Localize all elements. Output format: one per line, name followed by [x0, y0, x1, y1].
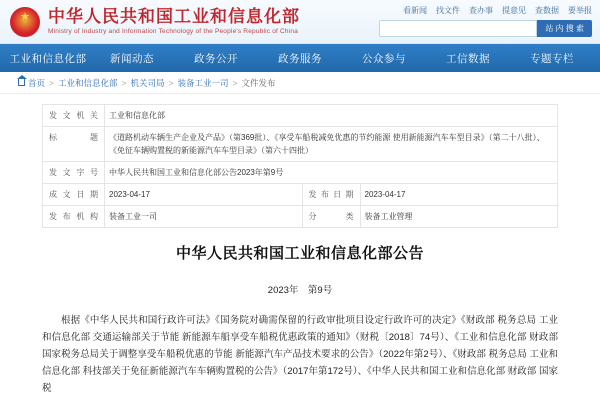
site-header: [0, 0, 600, 44]
quick-link-services[interactable]: 查办事: [469, 6, 493, 15]
site-title-block: [48, 7, 300, 37]
table-row: [43, 162, 558, 184]
meta-value-publish-date: 2023-04-17: [360, 184, 558, 206]
nav-item-participation[interactable]: 公众参与: [362, 52, 406, 65]
quick-link-documents[interactable]: 找文件: [436, 6, 460, 15]
meta-label-title: 标 题: [43, 127, 105, 162]
search-input[interactable]: [380, 24, 536, 39]
site-title: 中华人民共和国工业和信息化部: [48, 6, 300, 26]
meta-value-publisher: 装备工业一司: [105, 206, 303, 228]
meta-label-category: 分 类: [302, 206, 360, 228]
breadcrumb-separator: >: [121, 77, 127, 88]
meta-value-title: 《道路机动车辆生产企业及产品》（第369批）、《享受车船税减免优惠的节约能源 使用新能源汽车车型目录》（第二十八批）、《免征车辆购置税的新能源汽车车型目录》（第六十四批）: [105, 127, 558, 162]
document-paragraph: 根据《中华人民共和国行政许可法》《国务院对确需保留的行政审批项目设定行政许可的决定》《财政部 税务总局 工业和信息化部 交通运输部关于节能 新能源车船享受车船税优惠政策的通知》（财税〔2018〕74号）、《工业和信息化部 财政部 国家税务总局关于调整享受车船税优惠的节能 新能源汽车产品技术要求的公告》（2022年第2号）、《财政部 税务总局 工业和信息化部 科技部关于免征新能源汽车车辆购置税的公告》（2017年第172号）、《中华人民共和国工业和信息化部 财政部 国家税: [42, 315, 558, 394]
meta-value-issuer: 工业和信息化部: [105, 105, 558, 127]
breadcrumb: [0, 72, 600, 94]
nav-item-topics[interactable]: 专题专栏: [530, 52, 574, 65]
meta-label-issuer: 发文机关: [43, 105, 105, 127]
meta-value-written-date: 2023-04-17: [105, 184, 303, 206]
search-box[interactable]: [379, 20, 537, 37]
nav-item-news[interactable]: 新闻动态: [110, 52, 154, 65]
breadcrumb-separator: >: [232, 77, 238, 88]
meta-label-publisher: 发布机构: [43, 206, 105, 228]
document-title: 中华人民共和国工业和信息化部公告: [175, 245, 424, 262]
search-button[interactable]: 站 内 搜 索: [537, 20, 592, 37]
breadcrumb-separator: >: [168, 77, 174, 88]
meta-value-category: 装备工业管理: [360, 206, 558, 228]
breadcrumb-separator: >: [49, 77, 54, 88]
table-row: [43, 105, 558, 127]
breadcrumb-home-label: 首页: [28, 77, 46, 88]
nav-item-data[interactable]: 工信数据: [446, 52, 490, 65]
meta-value-docnumber: 中华人民共和国工业和信息化部公告2023年第9号: [105, 162, 558, 184]
quick-link-data[interactable]: 查数据: [535, 6, 559, 15]
national-emblem-icon: [10, 7, 40, 37]
document-number: 2023年 第9号: [267, 285, 333, 296]
document-meta: [0, 94, 600, 228]
breadcrumb-item-equipment-dept[interactable]: 装备工业一司: [177, 77, 229, 88]
home-icon: [18, 79, 25, 86]
meta-label-docnumber: 发文字号: [43, 162, 105, 184]
quick-link-feedback[interactable]: 提意见: [502, 6, 526, 15]
meta-label-written-date: 成文日期: [43, 184, 105, 206]
breadcrumb-item-departments[interactable]: 机关司局: [130, 77, 165, 88]
table-row: [43, 127, 558, 162]
document-meta-table: [42, 104, 558, 228]
site-subtitle: Ministry of Industry and Information Technology of the People's Republic of China: [48, 27, 299, 35]
nav-item-disclosure[interactable]: 政务公开: [194, 52, 238, 65]
table-row: [43, 184, 558, 206]
table-row: [43, 206, 558, 228]
nav-item-ministry[interactable]: 工业和信息化部: [9, 52, 87, 65]
meta-label-publish-date: 发布日期: [302, 184, 360, 206]
search-row: [379, 20, 592, 37]
breadcrumb-home[interactable]: [18, 77, 45, 89]
header-right: [379, 5, 592, 37]
breadcrumb-item-current: 文件发布: [241, 77, 276, 88]
document-body: [0, 228, 600, 397]
breadcrumb-item-ministry[interactable]: 工业和信息化部: [57, 77, 118, 88]
nav-item-services[interactable]: 政务服务: [278, 52, 322, 65]
quick-links: [403, 5, 592, 16]
main-nav: [0, 44, 600, 72]
quick-link-report[interactable]: 要举报: [568, 6, 592, 15]
quick-link-news[interactable]: 看新闻: [403, 6, 427, 15]
